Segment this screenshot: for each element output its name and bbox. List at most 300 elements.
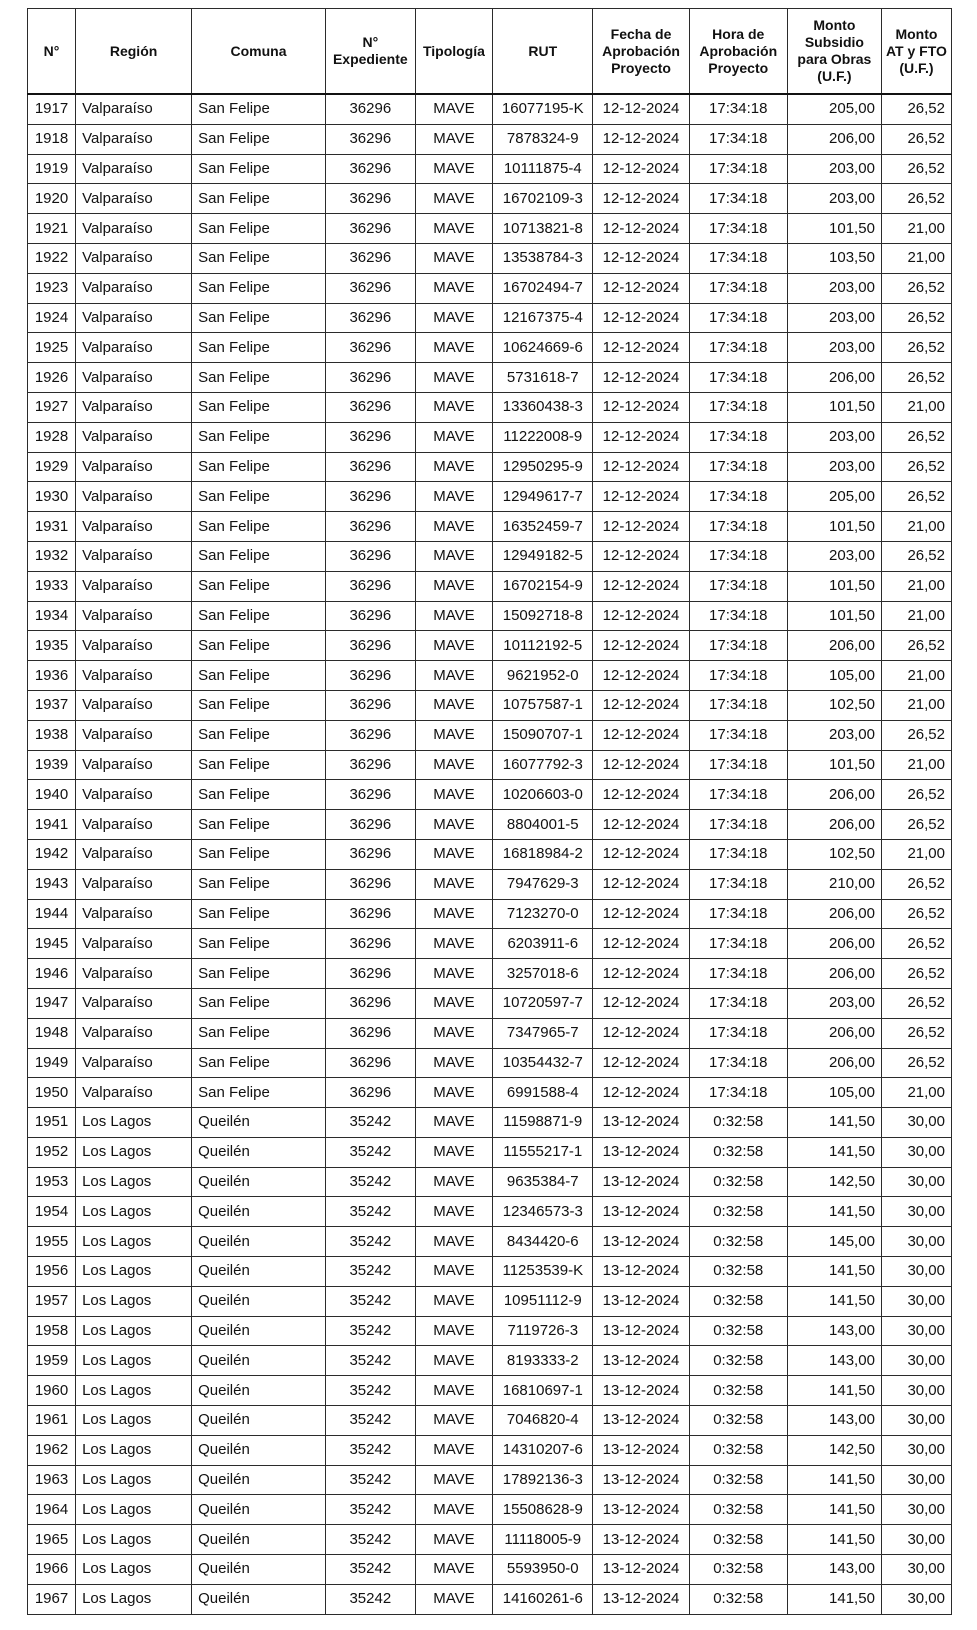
table-row	[28, 1197, 952, 1227]
cell-at_fto: 21,00	[881, 750, 951, 780]
cell-region: Valparaíso	[76, 1048, 192, 1078]
cell-n: 1932	[28, 541, 76, 571]
cell-n: 1924	[28, 303, 76, 333]
cell-hora: 0:32:58	[689, 1406, 787, 1436]
cell-tipologia: MAVE	[415, 1257, 492, 1287]
cell-at_fto: 30,00	[881, 1435, 951, 1465]
column-header-line: Monto	[895, 25, 938, 42]
cell-rut: 7119726-3	[493, 1316, 593, 1346]
cell-subsidio: 206,00	[787, 929, 881, 959]
cell-region: Los Lagos	[76, 1346, 192, 1376]
cell-region: Valparaíso	[76, 690, 192, 720]
table-row	[28, 512, 952, 542]
cell-region: Los Lagos	[76, 1108, 192, 1138]
cell-expediente: 35242	[325, 1167, 415, 1197]
cell-tipologia: MAVE	[415, 1227, 492, 1257]
cell-at_fto: 26,52	[881, 303, 951, 333]
cell-at_fto: 21,00	[881, 243, 951, 273]
cell-expediente: 35242	[325, 1227, 415, 1257]
cell-region: Valparaíso	[76, 154, 192, 184]
cell-tipologia: MAVE	[415, 452, 492, 482]
column-header-line: N°	[362, 34, 379, 50]
cell-comuna: Queilén	[192, 1406, 326, 1436]
cell-fecha: 12-12-2024	[593, 899, 689, 929]
cell-fecha: 12-12-2024	[593, 661, 689, 691]
cell-subsidio: 141,50	[787, 1376, 881, 1406]
cell-at_fto: 26,52	[881, 899, 951, 929]
cell-tipologia: MAVE	[415, 661, 492, 691]
cell-tipologia: MAVE	[415, 839, 492, 869]
cell-tipologia: MAVE	[415, 720, 492, 750]
cell-hora: 0:32:58	[689, 1525, 787, 1555]
column-header-line: (U.F.)	[817, 68, 852, 84]
cell-at_fto: 30,00	[881, 1346, 951, 1376]
cell-n: 1945	[28, 929, 76, 959]
cell-at_fto: 26,52	[881, 1048, 951, 1078]
cell-tipologia: MAVE	[415, 1137, 492, 1167]
cell-expediente: 36296	[325, 124, 415, 154]
cell-region: Valparaíso	[76, 303, 192, 333]
cell-n: 1958	[28, 1316, 76, 1346]
cell-subsidio: 143,00	[787, 1555, 881, 1585]
cell-expediente: 36296	[325, 214, 415, 244]
cell-expediente: 36296	[325, 452, 415, 482]
cell-comuna: Queilén	[192, 1435, 326, 1465]
cell-comuna: Queilén	[192, 1257, 326, 1287]
cell-region: Valparaíso	[76, 273, 192, 303]
cell-comuna: San Felipe	[192, 94, 326, 124]
table-row	[28, 1316, 952, 1346]
cell-hora: 17:34:18	[689, 422, 787, 452]
cell-region: Valparaíso	[76, 988, 192, 1018]
cell-region: Valparaíso	[76, 333, 192, 363]
cell-comuna: San Felipe	[192, 988, 326, 1018]
cell-fecha: 13-12-2024	[593, 1584, 689, 1614]
cell-at_fto: 30,00	[881, 1227, 951, 1257]
table-row	[28, 780, 952, 810]
cell-hora: 0:32:58	[689, 1555, 787, 1585]
cell-tipologia: MAVE	[415, 1167, 492, 1197]
cell-fecha: 13-12-2024	[593, 1435, 689, 1465]
cell-fecha: 12-12-2024	[593, 988, 689, 1018]
table-row	[28, 571, 952, 601]
cell-comuna: San Felipe	[192, 571, 326, 601]
cell-at_fto: 21,00	[881, 601, 951, 631]
cell-tipologia: MAVE	[415, 959, 492, 989]
column-header-comuna	[192, 9, 326, 95]
table-row	[28, 988, 952, 1018]
cell-rut: 7347965-7	[493, 1018, 593, 1048]
cell-fecha: 12-12-2024	[593, 839, 689, 869]
cell-comuna: San Felipe	[192, 631, 326, 661]
cell-n: 1947	[28, 988, 76, 1018]
cell-tipologia: MAVE	[415, 154, 492, 184]
cell-region: Valparaíso	[76, 780, 192, 810]
cell-at_fto: 26,52	[881, 452, 951, 482]
cell-at_fto: 21,00	[881, 839, 951, 869]
cell-n: 1926	[28, 363, 76, 393]
cell-subsidio: 103,50	[787, 243, 881, 273]
table-row	[28, 482, 952, 512]
cell-at_fto: 26,52	[881, 422, 951, 452]
cell-subsidio: 101,50	[787, 392, 881, 422]
column-header-line: AT y FTO	[885, 42, 947, 59]
cell-fecha: 13-12-2024	[593, 1137, 689, 1167]
cell-expediente: 35242	[325, 1137, 415, 1167]
cell-rut: 10354432-7	[493, 1048, 593, 1078]
cell-comuna: San Felipe	[192, 541, 326, 571]
cell-fecha: 12-12-2024	[593, 94, 689, 124]
column-header-line: Fecha de	[610, 25, 672, 42]
cell-tipologia: MAVE	[415, 184, 492, 214]
cell-hora: 17:34:18	[689, 303, 787, 333]
column-header-region	[76, 9, 192, 95]
cell-hora: 0:32:58	[689, 1167, 787, 1197]
cell-fecha: 13-12-2024	[593, 1316, 689, 1346]
cell-tipologia: MAVE	[415, 512, 492, 542]
cell-comuna: San Felipe	[192, 869, 326, 899]
cell-subsidio: 206,00	[787, 810, 881, 840]
cell-at_fto: 30,00	[881, 1495, 951, 1525]
cell-rut: 15092718-8	[493, 601, 593, 631]
cell-hora: 17:34:18	[689, 273, 787, 303]
cell-n: 1948	[28, 1018, 76, 1048]
cell-n: 1950	[28, 1078, 76, 1108]
cell-subsidio: 105,00	[787, 1078, 881, 1108]
column-header-n	[28, 9, 76, 95]
cell-n: 1928	[28, 422, 76, 452]
cell-at_fto: 30,00	[881, 1316, 951, 1346]
table-header	[28, 9, 952, 95]
cell-tipologia: MAVE	[415, 214, 492, 244]
cell-expediente: 35242	[325, 1316, 415, 1346]
cell-fecha: 13-12-2024	[593, 1495, 689, 1525]
table-row	[28, 1108, 952, 1138]
cell-subsidio: 206,00	[787, 124, 881, 154]
column-header-line: N°	[43, 42, 60, 59]
cell-tipologia: MAVE	[415, 1406, 492, 1436]
cell-expediente: 35242	[325, 1495, 415, 1525]
table-row	[28, 94, 952, 124]
cell-subsidio: 203,00	[787, 541, 881, 571]
cell-region: Los Lagos	[76, 1286, 192, 1316]
cell-n: 1918	[28, 124, 76, 154]
table-row	[28, 214, 952, 244]
cell-comuna: San Felipe	[192, 482, 326, 512]
cell-subsidio: 105,00	[787, 661, 881, 691]
cell-at_fto: 26,52	[881, 929, 951, 959]
cell-subsidio: 141,50	[787, 1525, 881, 1555]
cell-at_fto: 30,00	[881, 1257, 951, 1287]
cell-at_fto: 30,00	[881, 1167, 951, 1197]
cell-rut: 10111875-4	[493, 154, 593, 184]
cell-hora: 0:32:58	[689, 1227, 787, 1257]
cell-comuna: San Felipe	[192, 333, 326, 363]
cell-comuna: San Felipe	[192, 184, 326, 214]
cell-expediente: 35242	[325, 1465, 415, 1495]
cell-n: 1957	[28, 1286, 76, 1316]
cell-region: Valparaíso	[76, 184, 192, 214]
cell-n: 1927	[28, 392, 76, 422]
cell-region: Los Lagos	[76, 1406, 192, 1436]
column-header-line: Monto	[813, 17, 856, 33]
column-header-line: Expediente	[332, 51, 408, 67]
cell-hora: 0:32:58	[689, 1495, 787, 1525]
cell-subsidio: 206,00	[787, 899, 881, 929]
cell-rut: 10112192-5	[493, 631, 593, 661]
cell-subsidio: 143,00	[787, 1346, 881, 1376]
table-row	[28, 154, 952, 184]
cell-comuna: San Felipe	[192, 124, 326, 154]
cell-n: 1942	[28, 839, 76, 869]
cell-hora: 17:34:18	[689, 243, 787, 273]
cell-region: Valparaíso	[76, 869, 192, 899]
cell-expediente: 36296	[325, 1048, 415, 1078]
cell-fecha: 12-12-2024	[593, 482, 689, 512]
cell-comuna: Queilén	[192, 1137, 326, 1167]
table-row	[28, 1346, 952, 1376]
cell-tipologia: MAVE	[415, 333, 492, 363]
cell-at_fto: 26,52	[881, 988, 951, 1018]
cell-rut: 16702109-3	[493, 184, 593, 214]
cell-at_fto: 30,00	[881, 1525, 951, 1555]
cell-n: 1921	[28, 214, 76, 244]
cell-rut: 9635384-7	[493, 1167, 593, 1197]
cell-n: 1960	[28, 1376, 76, 1406]
cell-fecha: 12-12-2024	[593, 273, 689, 303]
table-row	[28, 1435, 952, 1465]
cell-fecha: 13-12-2024	[593, 1108, 689, 1138]
cell-at_fto: 30,00	[881, 1137, 951, 1167]
cell-n: 1952	[28, 1137, 76, 1167]
cell-hora: 17:34:18	[689, 929, 787, 959]
table-row	[28, 601, 952, 631]
cell-rut: 16810697-1	[493, 1376, 593, 1406]
cell-fecha: 13-12-2024	[593, 1197, 689, 1227]
cell-expediente: 36296	[325, 184, 415, 214]
column-header-fecha	[593, 9, 689, 95]
cell-fecha: 13-12-2024	[593, 1346, 689, 1376]
cell-tipologia: MAVE	[415, 541, 492, 571]
cell-hora: 17:34:18	[689, 661, 787, 691]
cell-tipologia: MAVE	[415, 1286, 492, 1316]
cell-comuna: San Felipe	[192, 273, 326, 303]
cell-rut: 9621952-0	[493, 661, 593, 691]
cell-expediente: 35242	[325, 1406, 415, 1436]
column-header-line: (U.F.)	[899, 59, 934, 76]
cell-comuna: San Felipe	[192, 422, 326, 452]
cell-subsidio: 141,50	[787, 1286, 881, 1316]
cell-hora: 17:34:18	[689, 541, 787, 571]
cell-region: Valparaíso	[76, 661, 192, 691]
table-row	[28, 661, 952, 691]
table-row	[28, 1465, 952, 1495]
cell-subsidio: 141,50	[787, 1495, 881, 1525]
cell-at_fto: 30,00	[881, 1376, 951, 1406]
cell-region: Valparaíso	[76, 243, 192, 273]
cell-subsidio: 206,00	[787, 780, 881, 810]
cell-subsidio: 101,50	[787, 214, 881, 244]
cell-fecha: 13-12-2024	[593, 1525, 689, 1555]
cell-tipologia: MAVE	[415, 601, 492, 631]
cell-n: 1940	[28, 780, 76, 810]
cell-expediente: 35242	[325, 1435, 415, 1465]
table-row	[28, 273, 952, 303]
cell-subsidio: 143,00	[787, 1406, 881, 1436]
column-header-line: para Obras	[797, 51, 872, 67]
cell-region: Valparaíso	[76, 929, 192, 959]
cell-expediente: 36296	[325, 690, 415, 720]
cell-fecha: 12-12-2024	[593, 363, 689, 393]
cell-tipologia: MAVE	[415, 1435, 492, 1465]
cell-region: Los Lagos	[76, 1376, 192, 1406]
cell-at_fto: 26,52	[881, 1018, 951, 1048]
table-row	[28, 1376, 952, 1406]
cell-at_fto: 26,52	[881, 184, 951, 214]
cell-expediente: 36296	[325, 243, 415, 273]
table-row	[28, 1406, 952, 1436]
cell-comuna: Queilén	[192, 1346, 326, 1376]
cell-region: Valparaíso	[76, 810, 192, 840]
cell-fecha: 12-12-2024	[593, 1078, 689, 1108]
column-header-expediente	[325, 9, 415, 95]
cell-comuna: San Felipe	[192, 214, 326, 244]
column-header-at_fto	[881, 9, 951, 95]
cell-n: 1966	[28, 1555, 76, 1585]
cell-region: Valparaíso	[76, 1078, 192, 1108]
cell-fecha: 12-12-2024	[593, 452, 689, 482]
cell-rut: 5731618-7	[493, 363, 593, 393]
cell-hora: 0:32:58	[689, 1376, 787, 1406]
cell-expediente: 36296	[325, 810, 415, 840]
cell-comuna: Queilén	[192, 1525, 326, 1555]
cell-expediente: 36296	[325, 988, 415, 1018]
cell-expediente: 35242	[325, 1346, 415, 1376]
cell-hora: 17:34:18	[689, 1078, 787, 1108]
cell-hora: 0:32:58	[689, 1137, 787, 1167]
cell-n: 1925	[28, 333, 76, 363]
table-row	[28, 1257, 952, 1287]
cell-subsidio: 203,00	[787, 452, 881, 482]
cell-n: 1959	[28, 1346, 76, 1376]
cell-region: Los Lagos	[76, 1525, 192, 1555]
cell-expediente: 35242	[325, 1197, 415, 1227]
cell-at_fto: 26,52	[881, 869, 951, 899]
cell-expediente: 36296	[325, 929, 415, 959]
cell-subsidio: 206,00	[787, 363, 881, 393]
table-row	[28, 1227, 952, 1257]
cell-region: Los Lagos	[76, 1137, 192, 1167]
cell-hora: 17:34:18	[689, 571, 787, 601]
cell-subsidio: 206,00	[787, 1018, 881, 1048]
cell-expediente: 35242	[325, 1555, 415, 1585]
cell-region: Los Lagos	[76, 1227, 192, 1257]
table-row	[28, 959, 952, 989]
cell-rut: 15090707-1	[493, 720, 593, 750]
cell-rut: 7947629-3	[493, 869, 593, 899]
table-row	[28, 1078, 952, 1108]
header-row	[28, 9, 952, 95]
cell-comuna: Queilén	[192, 1316, 326, 1346]
cell-rut: 16077792-3	[493, 750, 593, 780]
cell-at_fto: 26,52	[881, 124, 951, 154]
cell-n: 1956	[28, 1257, 76, 1287]
cell-n: 1955	[28, 1227, 76, 1257]
cell-at_fto: 26,52	[881, 363, 951, 393]
cell-rut: 11598871-9	[493, 1108, 593, 1138]
table-row	[28, 541, 952, 571]
cell-hora: 0:32:58	[689, 1346, 787, 1376]
table-row	[28, 690, 952, 720]
cell-subsidio: 141,50	[787, 1584, 881, 1614]
table-row	[28, 363, 952, 393]
cell-rut: 8804001-5	[493, 810, 593, 840]
cell-rut: 16077195-K	[493, 94, 593, 124]
cell-n: 1953	[28, 1167, 76, 1197]
cell-subsidio: 101,50	[787, 750, 881, 780]
cell-rut: 10713821-8	[493, 214, 593, 244]
cell-fecha: 13-12-2024	[593, 1555, 689, 1585]
cell-subsidio: 203,00	[787, 154, 881, 184]
cell-fecha: 13-12-2024	[593, 1257, 689, 1287]
cell-n: 1964	[28, 1495, 76, 1525]
cell-fecha: 12-12-2024	[593, 333, 689, 363]
table-row	[28, 929, 952, 959]
cell-fecha: 13-12-2024	[593, 1376, 689, 1406]
cell-tipologia: MAVE	[415, 1078, 492, 1108]
cell-comuna: San Felipe	[192, 959, 326, 989]
cell-rut: 14310207-6	[493, 1435, 593, 1465]
cell-tipologia: MAVE	[415, 1584, 492, 1614]
cell-fecha: 12-12-2024	[593, 154, 689, 184]
cell-rut: 10624669-6	[493, 333, 593, 363]
cell-comuna: Queilén	[192, 1495, 326, 1525]
cell-subsidio: 141,50	[787, 1197, 881, 1227]
cell-comuna: San Felipe	[192, 1018, 326, 1048]
cell-comuna: San Felipe	[192, 899, 326, 929]
cell-tipologia: MAVE	[415, 94, 492, 124]
cell-rut: 12949617-7	[493, 482, 593, 512]
cell-fecha: 12-12-2024	[593, 780, 689, 810]
cell-n: 1920	[28, 184, 76, 214]
cell-comuna: San Felipe	[192, 154, 326, 184]
cell-comuna: Queilén	[192, 1286, 326, 1316]
column-header-line: Hora de	[712, 25, 765, 42]
cell-rut: 15508628-9	[493, 1495, 593, 1525]
cell-at_fto: 26,52	[881, 780, 951, 810]
table-row	[28, 333, 952, 363]
cell-at_fto: 30,00	[881, 1465, 951, 1495]
cell-fecha: 12-12-2024	[593, 422, 689, 452]
cell-fecha: 12-12-2024	[593, 243, 689, 273]
cell-n: 1954	[28, 1197, 76, 1227]
cell-subsidio: 102,50	[787, 839, 881, 869]
column-header-tipologia	[415, 9, 492, 95]
table-row	[28, 1018, 952, 1048]
cell-n: 1967	[28, 1584, 76, 1614]
cell-expediente: 36296	[325, 899, 415, 929]
cell-n: 1943	[28, 869, 76, 899]
cell-tipologia: MAVE	[415, 1346, 492, 1376]
cell-fecha: 13-12-2024	[593, 1465, 689, 1495]
cell-at_fto: 26,52	[881, 482, 951, 512]
cell-comuna: San Felipe	[192, 512, 326, 542]
cell-region: Los Lagos	[76, 1257, 192, 1287]
cell-rut: 10757587-1	[493, 690, 593, 720]
cell-region: Los Lagos	[76, 1465, 192, 1495]
cell-hora: 17:34:18	[689, 720, 787, 750]
cell-comuna: San Felipe	[192, 780, 326, 810]
